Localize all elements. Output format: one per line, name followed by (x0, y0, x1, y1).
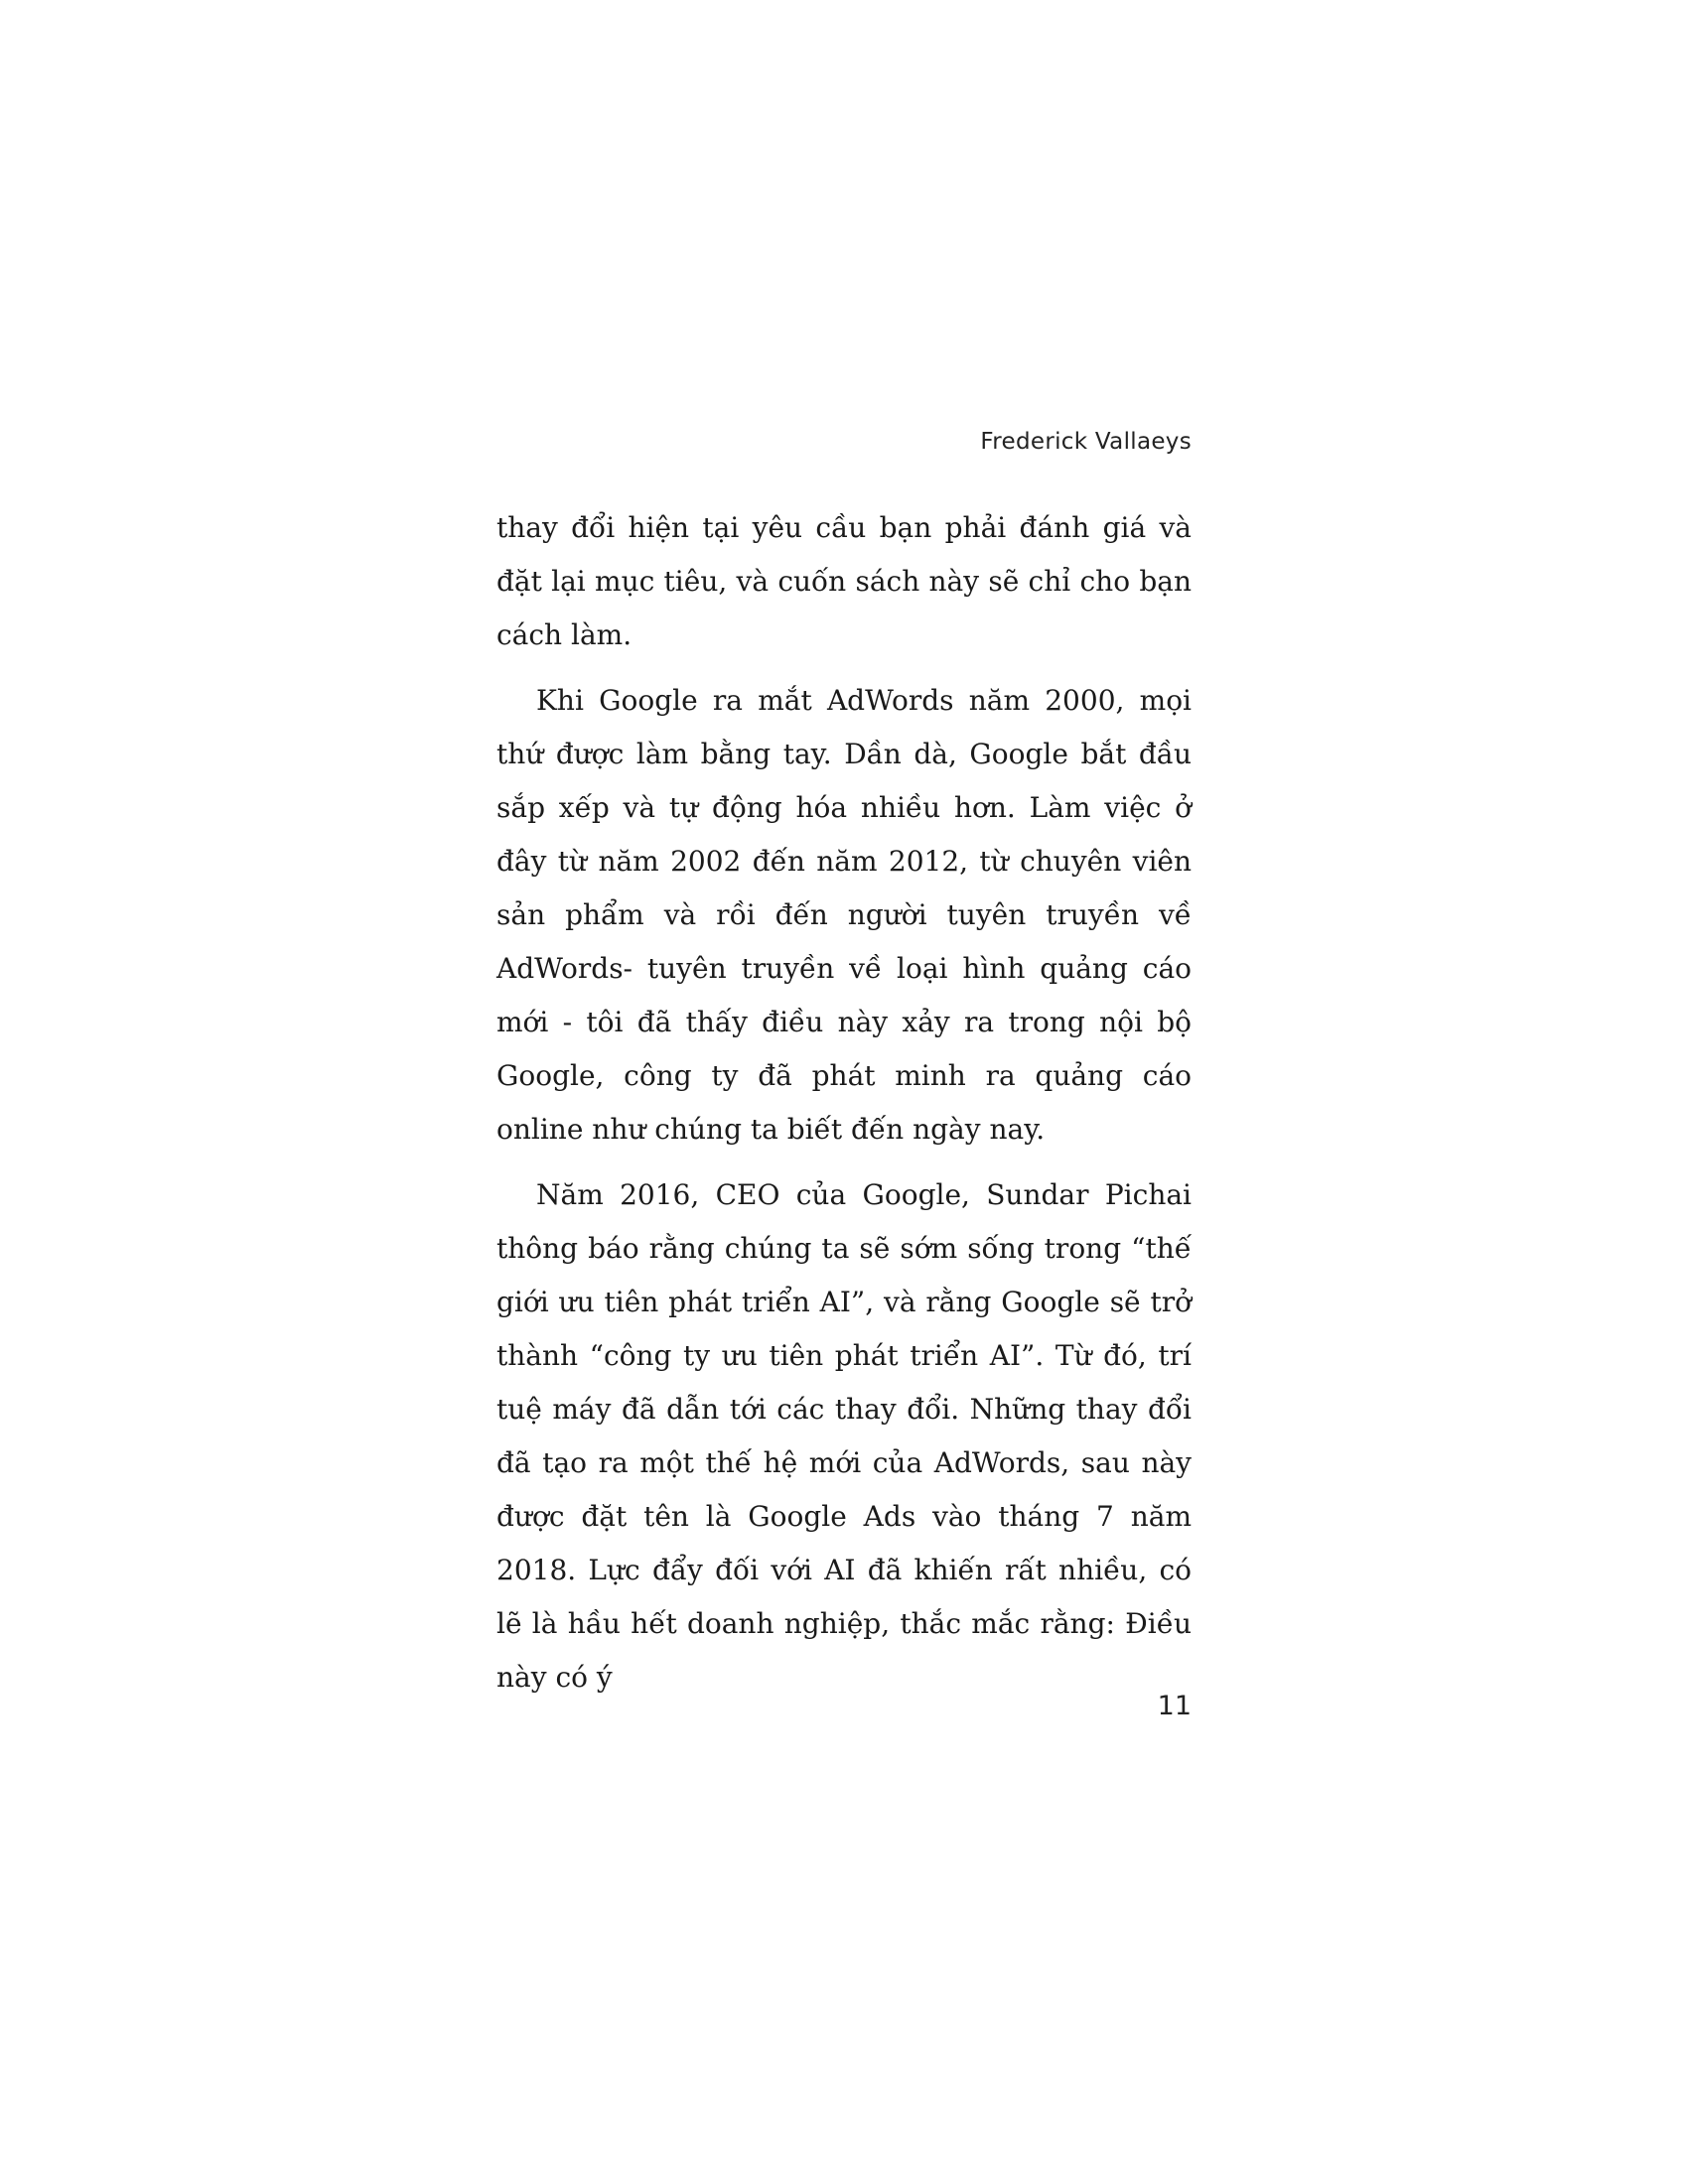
running-head-author: Frederick Vallaeys (980, 429, 1192, 455)
page-number: 11 (1157, 1691, 1192, 1721)
body-text (496, 501, 1192, 1716)
paragraph-ai-first: Năm 2016, CEO của Google, Sundar Pichai thông báo rằng chúng ta sẽ sớm sống trong “thế giới ưu tiên phát triển AI”, và rằng Google sẽ trở thành “công ty ưu tiên phát triển AI”. Từ đó, trí tuệ máy đã dẫn tới các thay đổi. Những thay đổi đã tạo ra một thế hệ mới của AdWords, sau này được đặt tên là Google Ads vào tháng 7 năm 2018. Lực đẩy đối với AI đã khiến rất nhiều, có lẽ là hầu hết doanh nghiệp, thắc mắc rằng: Điều này có ý (496, 1178, 1192, 1694)
paragraph-adwords-history: Khi Google ra mắt AdWords năm 2000, mọi thứ được làm bằng tay. Dần dà, Google bắt đầu sắp xếp và tự động hóa nhiều hơn. Làm việc ở đây từ năm 2002 đến năm 2012, từ chuyên viên sản phẩm và rồi đến người tuyên truyền về AdWords- tuyên truyền về loại hình quảng cáo mới - tôi đã thấy điều này xảy ra trong nội bộ Google, công ty đã phát minh ra quảng cáo online như chúng ta biết đến ngày nay. (496, 684, 1192, 1146)
paragraph-continuation: thay đổi hiện tại yêu cầu bạn phải đánh giá và đặt lại mục tiêu, và cuốn sách này sẽ chỉ cho bạn cách làm. (496, 511, 1192, 651)
